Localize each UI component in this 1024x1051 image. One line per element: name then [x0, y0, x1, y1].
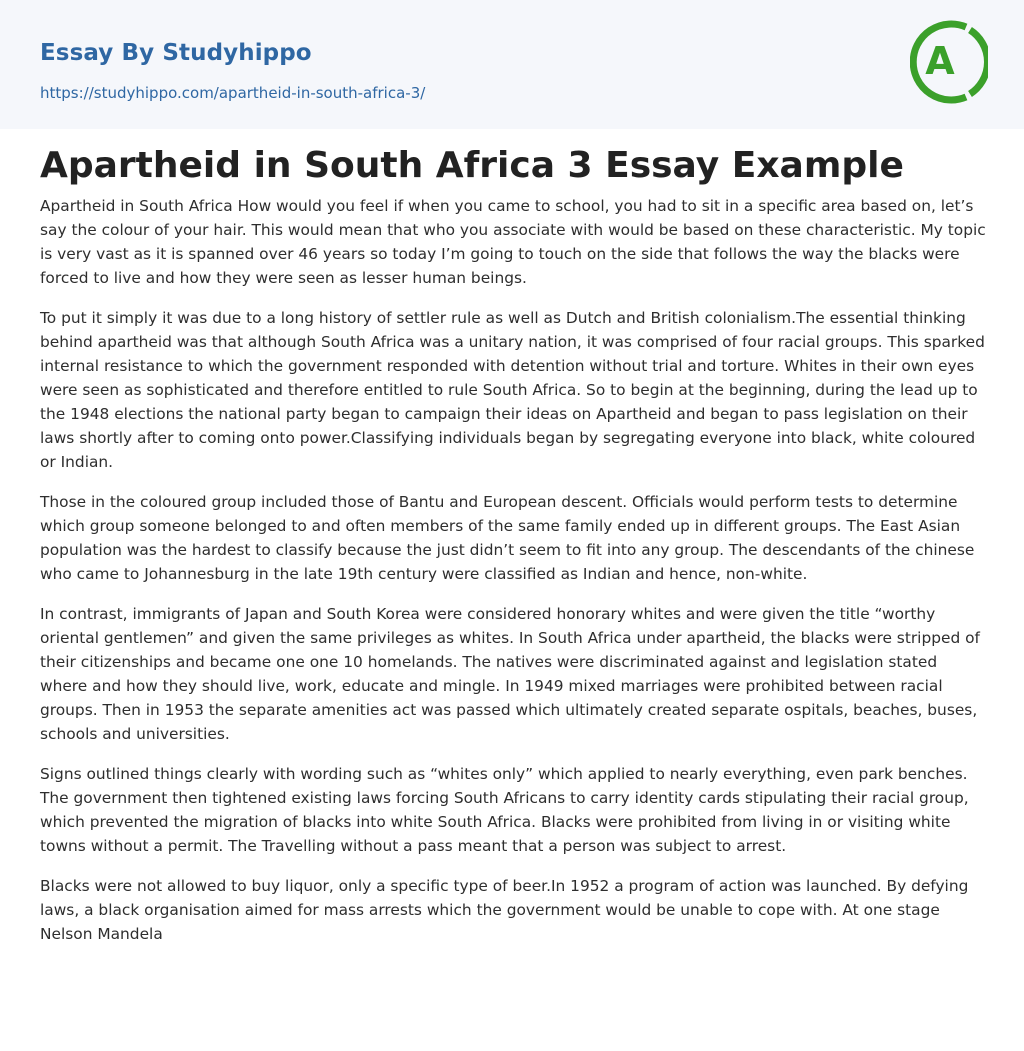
- paragraph: Those in the coloured group included those of Bantu and European descent. Officials would perform tests to determine which group someone belonged to and often members of the same family ended up in different groups. The East Asian population was the hardest to classify because the just didn’t seem to fit into any group. The descendants of the chinese who came to Johannesburg in the late 19th century were classified as Indian and hence, non-white.: [40, 493, 975, 583]
- paragraph: Signs outlined things clearly with wording such as “whites only” which applied to nearly everything, even park benches. The government then tightened existing laws forcing South Africans to carry identity cards stipulating their racial group, which prevented the migration of blacks into white South Africa. Blacks were prohibited from living in or visiting white towns without a permit. The Travelling without a pass meant that a person was subject to arrest.: [40, 765, 969, 855]
- studyhippo-a-logo-icon[interactable]: [910, 18, 988, 106]
- paragraph: Blacks were not allowed to buy liquor, only a specific type of beer.In 1952 a program of action was launched. By defying laws, a black organisation aimed for mass arrests which the government would be unable to cope with. At one stage Nelson Mandela: [40, 877, 969, 943]
- logo-letter: A: [925, 39, 955, 83]
- paragraph: In contrast, immigrants of Japan and South Korea were considered honorary whites and were given the title “worthy oriental gentlemen” and given the same privileges as whites. In South Africa under apartheid, the blacks were stripped of their citizenships and became one one 10 homelands. The natives were discriminated against and legislation stated where and how they should live, work, educate and mingle. In 1949 mixed marriages were prohibited between racial groups. Then in 1953 the separate amenities act was passed which ultimately created separate ospitals, beaches, buses, schools and universities.: [40, 605, 980, 743]
- page-title: Apartheid in South Africa 3 Essay Example: [40, 145, 904, 186]
- site-header: [0, 0, 1024, 129]
- article-url-link[interactable]: https://studyhippo.com/apartheid-in-south-africa-3/: [40, 84, 426, 102]
- paragraph: Apartheid in South Africa How would you feel if when you came to school, you had to sit in a specific area based on, let’s say the colour of your hair. This would mean that who you associate with would be based on these characteristic. My topic is very vast as it is spanned over 46 years so today I’m going to touch on the side that follows the way the blacks were forced to live and how they were seen as lesser human beings.: [40, 197, 986, 287]
- article-body: [40, 194, 986, 962]
- brand-name[interactable]: Essay By Studyhippo: [40, 40, 312, 66]
- paragraph: To put it simply it was due to a long history of settler rule as well as Dutch and British colonialism.The essential thinking behind apartheid was that although South Africa was a unitary nation, it was comprised of four racial groups. This sparked internal resistance to which the government responded with detention without trial and torture. Whites in their own eyes were seen as sophisticated and therefore entitled to rule South Africa. So to begin at the beginning, during the lead up to the 1948 elections the national party began to campaign their ideas on Apartheid and began to pass legislation on their laws shortly after to coming onto power.Classifying individuals began by segregating everyone into black, white coloured or Indian.: [40, 309, 985, 471]
